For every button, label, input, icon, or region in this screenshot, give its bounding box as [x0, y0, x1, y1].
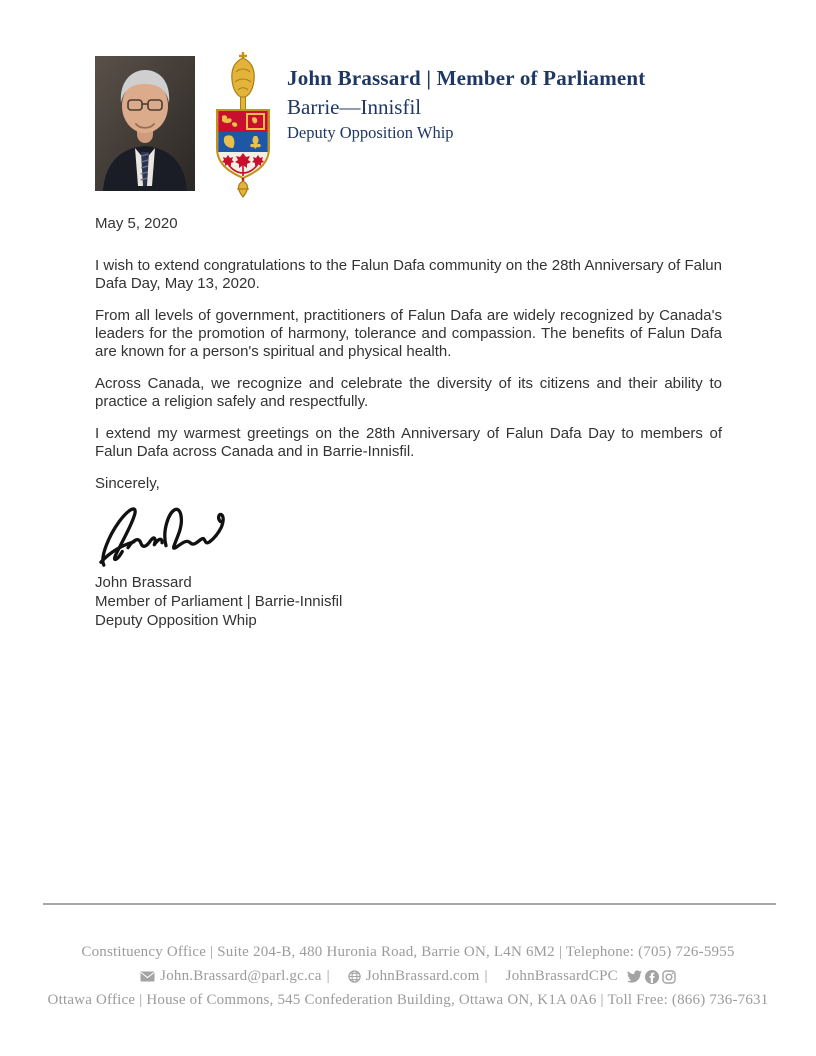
twitter-icon	[627, 970, 642, 983]
signatory-role: Deputy Opposition Whip	[95, 612, 257, 629]
letter-paragraph-4: I extend my warmest greetings on the 28th Anniversary of Falun Dafa Day to members of Falun Dafa across Canada and in Barrie-Innisfil.	[95, 425, 722, 460]
letter-body	[95, 215, 722, 630]
riding-name: Barrie—Innisfil	[287, 95, 422, 119]
mp-name-title: John Brassard | Member of Parliament	[287, 66, 646, 90]
portrait-illustration	[95, 56, 195, 191]
globe-icon	[348, 970, 361, 983]
website: JohnBrassard.com	[365, 968, 480, 984]
letterhead	[0, 0, 816, 200]
signature-scrawl-icon	[95, 501, 235, 569]
constituency-office-line: Constituency Office | Suite 204-B, 480 Huronia Road, Barrie ON, L4N 6M2 | Telephone: (705) 726-5955	[81, 944, 735, 960]
letter-closing: Sincerely,	[95, 475, 160, 492]
footer-divider	[43, 903, 776, 905]
letter-paragraph-3: Across Canada, we recognize and celebrate the diversity of its citizens and their ability to practice a religion safely and respectfully.	[95, 375, 722, 410]
email-address: John.Brassard@parl.gc.ca	[160, 968, 322, 984]
handwritten-signature	[95, 501, 235, 569]
letter-paragraph-2: From all levels of government, practitioners of Falun Dafa are widely recognized by Canada's leaders for the promotion of harmony, tolerance and compassion. The benefits of Falun Dafa are known for a person's spiritual and physical health.	[95, 307, 722, 360]
signatory-name: John Brassard	[95, 574, 192, 591]
separator: |	[484, 968, 488, 984]
ottawa-office-line: Ottawa Office | House of Commons, 545 Confederation Building, Ottawa ON, K1A 0A6 | Toll Free: (866) 736-7631	[47, 992, 769, 1008]
house-of-commons-mace-icon	[214, 52, 272, 198]
signatory-title: Member of Parliament | Barrie-Innisfil	[95, 593, 343, 610]
contact-line	[0, 968, 816, 987]
letter-date: May 5, 2020	[95, 215, 178, 232]
instagram-icon	[662, 970, 676, 984]
mp-role: Deputy Opposition Whip	[287, 123, 454, 142]
signature-block	[95, 573, 722, 630]
facebook-icon	[645, 970, 659, 984]
mp-portrait-photo	[95, 56, 195, 191]
envelope-icon	[140, 971, 155, 982]
social-handle: JohnBrassardCPC	[505, 968, 618, 984]
mace-shield-emblem	[214, 52, 272, 198]
letter-paragraph-1: I wish to extend congratulations to the Falun Dafa community on the 28th Anniversary of Falun Dafa Day, May 13, 2020.	[95, 257, 722, 292]
separator: |	[326, 968, 330, 984]
